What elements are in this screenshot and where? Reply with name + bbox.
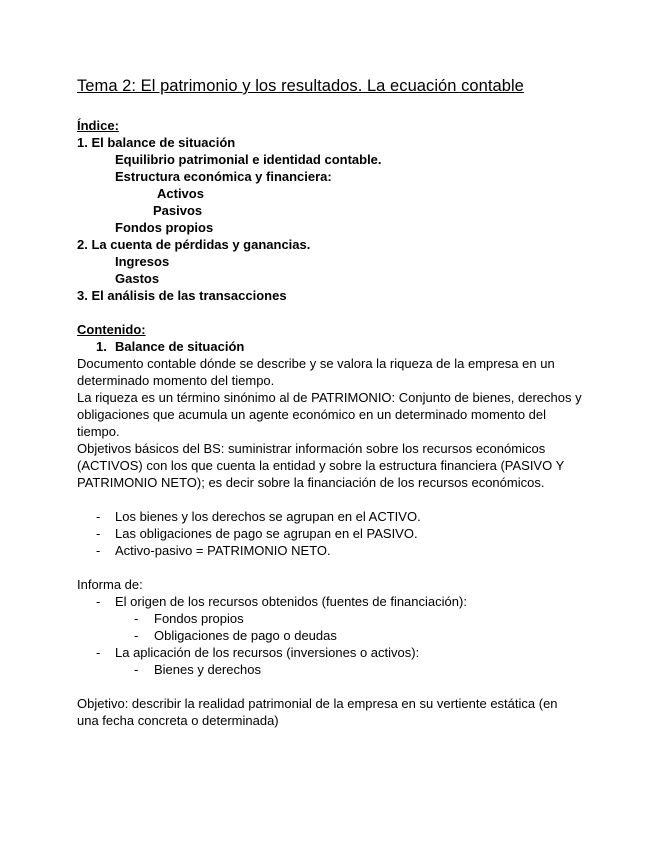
paragraph-objetivo: Objetivo: describir la realidad patrimonial de la empresa en su vertiente estática (en una fecha concreta o determinada) (77, 696, 558, 728)
index-subitem-pasivos: Pasivos (153, 203, 203, 218)
bullet-dash: - (96, 543, 101, 558)
index-item-2: 2. La cuenta de pérdidas y ganancias. (77, 237, 311, 252)
bullet-dash: - (96, 594, 101, 609)
list-item-aplicacion: La aplicación de los recursos (inversiones o activos): (115, 645, 420, 660)
page-title: Tema 2: El patrimonio y los resultados. La ecuación contable (77, 77, 524, 95)
index-item-3: 3. El análisis de las transacciones (77, 288, 287, 303)
index-subitem-equilibrio: Equilibrio patrimonial e identidad contable. (115, 152, 382, 167)
section1-title: Balance de situación (115, 339, 245, 354)
paragraph-documento: Documento contable dónde se describe y se valora la riqueza de la empresa en un determinado momento del tiempo. (77, 356, 555, 388)
index-item-1: 1. El balance de situación (77, 135, 236, 150)
index-subitem-fondos: Fondos propios (115, 220, 214, 235)
bullet-dash: - (96, 526, 101, 541)
list-item-bienes-derechos: Bienes y derechos (154, 662, 261, 677)
informa-label: Informa de: (77, 577, 143, 592)
paragraph-objetivos-bs: Objetivos básicos del BS: suministrar información sobre los recursos económicos (ACTIVOS) con los que cuenta la entidad y sobre la estructura financiera (PASIVO Y PATRIMONIO NETO); es decir sobre la financiación de los recursos económicos. (77, 441, 565, 490)
index-subitem-gastos: Gastos (115, 271, 160, 286)
bullet-dash: - (134, 662, 139, 677)
list-item-obligaciones: Obligaciones de pago o deudas (154, 628, 337, 643)
index-subitem-activos: Activos (157, 186, 204, 201)
bullet-dash: - (96, 509, 101, 524)
section1-number: 1. (96, 339, 107, 354)
bullet-dash: - (134, 611, 139, 626)
bullet-dash: - (96, 645, 101, 660)
index-heading: Índice: (77, 118, 119, 133)
list-item-pasivo: Las obligaciones de pago se agrupan en el PASIVO. (115, 526, 418, 541)
paragraph-riqueza: La riqueza es un término sinónimo al de PATRIMONIO: Conjunto de bienes, derechos y obligaciones que acumula un agente económico en un determinado momento del tiempo. (77, 390, 582, 439)
list-item-fondos-propios: Fondos propios (154, 611, 244, 626)
index-subitem-estructura: Estructura económica y financiera: (115, 169, 332, 184)
index-subitem-ingresos: Ingresos (115, 254, 170, 269)
list-item-patrimonio-neto: Activo-pasivo = PATRIMONIO NETO. (115, 543, 331, 558)
list-item-activo: Los bienes y los derechos se agrupan en el ACTIVO. (115, 509, 421, 524)
content-heading: Contenido: (77, 322, 146, 337)
list-item-origen: El origen de los recursos obtenidos (fuentes de financiación): (115, 594, 467, 609)
bullet-dash: - (134, 628, 139, 643)
